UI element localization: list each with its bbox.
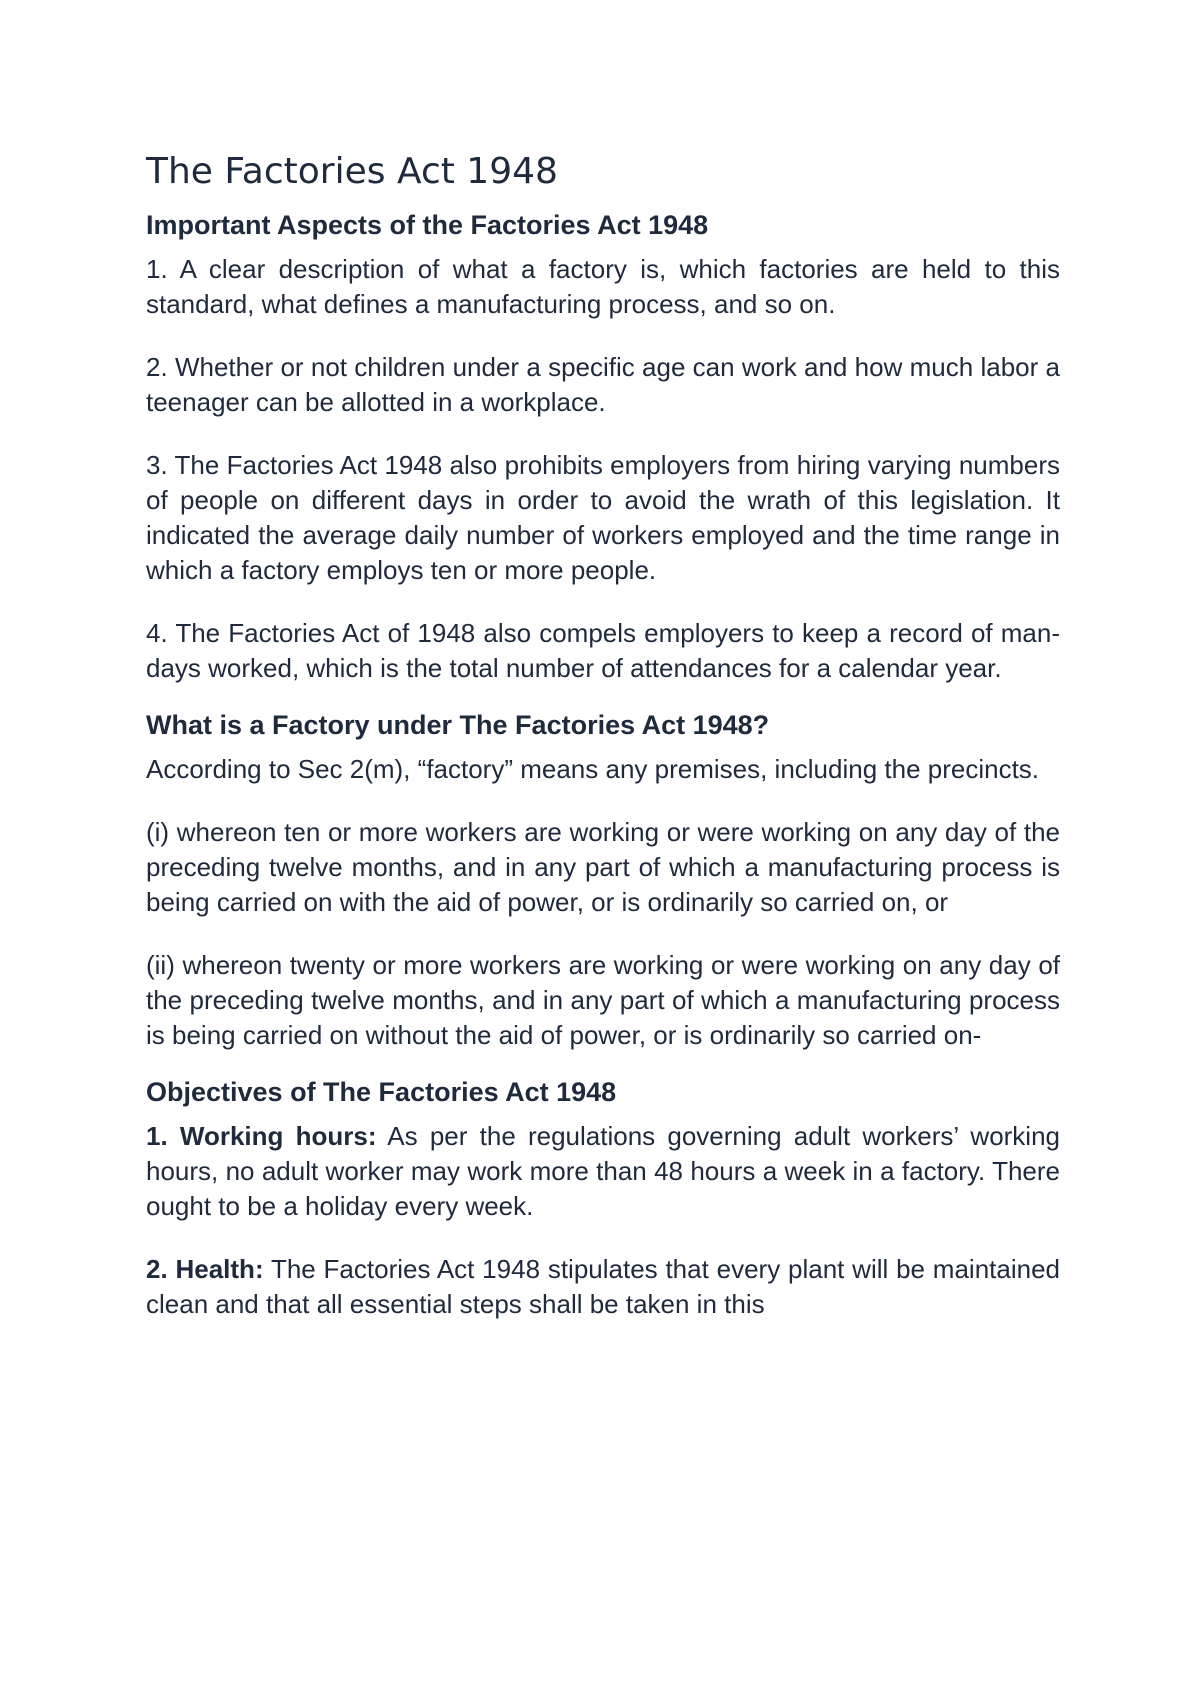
section-what-is-factory	[146, 708, 1060, 1053]
paragraph: According to Sec 2(m), “factory” means any premises, including the precincts.	[146, 754, 1040, 784]
objective-item	[146, 1252, 1060, 1322]
objective-item	[146, 1119, 1060, 1224]
document-title: The Factories Act 1948	[146, 151, 558, 192]
paragraph: 1. A clear description of what a factory is, which factories are held to this standard, what defines a manufacturing process, and so on.	[146, 254, 1060, 319]
objective-lead: 1. Working hours:	[146, 1121, 377, 1151]
section-heading: What is a Factory under The Factories Act 1948?	[146, 710, 770, 740]
document-page	[146, 150, 1060, 1350]
paragraph: 3. The Factories Act 1948 also prohibits employers from hiring varying numbers of people on different days in order to avoid the wrath of this legislation. It indicated the average daily number of workers employed and the time range in which a factory employs ten or more people.	[146, 450, 1060, 585]
objective-lead: 2. Health:	[146, 1254, 264, 1284]
paragraph: (ii) whereon twenty or more workers are working or were working on any day of the preceding twelve months, and in any part of which a manufacturing process is being carried on without the aid of power, or is ordinarily so carried on-	[146, 950, 1060, 1050]
paragraph: (i) whereon ten or more workers are working or were working on any day of the preceding twelve months, and in any part of which a manufacturing process is being carried on with the aid of power, or is ordinarily so carried on, or	[146, 817, 1060, 917]
objective-text: As per the regulations governing adult workers’ working hours, no adult worker may work more than 48 hours a week in a factory. There ought to be a holiday every week.	[146, 1121, 1061, 1221]
section-heading: Important Aspects of the Factories Act 1948	[146, 210, 709, 240]
objective-text: The Factories Act 1948 stipulates that every plant will be maintained clean and that all essential steps shall be taken in this	[146, 1254, 1060, 1319]
paragraph: 4. The Factories Act of 1948 also compels employers to keep a record of man-days worked, which is the total number of attendances for a calendar year.	[146, 618, 1060, 683]
section-heading: Objectives of The Factories Act 1948	[146, 1077, 617, 1107]
section-objectives	[146, 1075, 1060, 1322]
section-important-aspects	[146, 208, 1060, 686]
paragraph: 2. Whether or not children under a specific age can work and how much labor a teenager can be allotted in a workplace.	[146, 352, 1060, 417]
